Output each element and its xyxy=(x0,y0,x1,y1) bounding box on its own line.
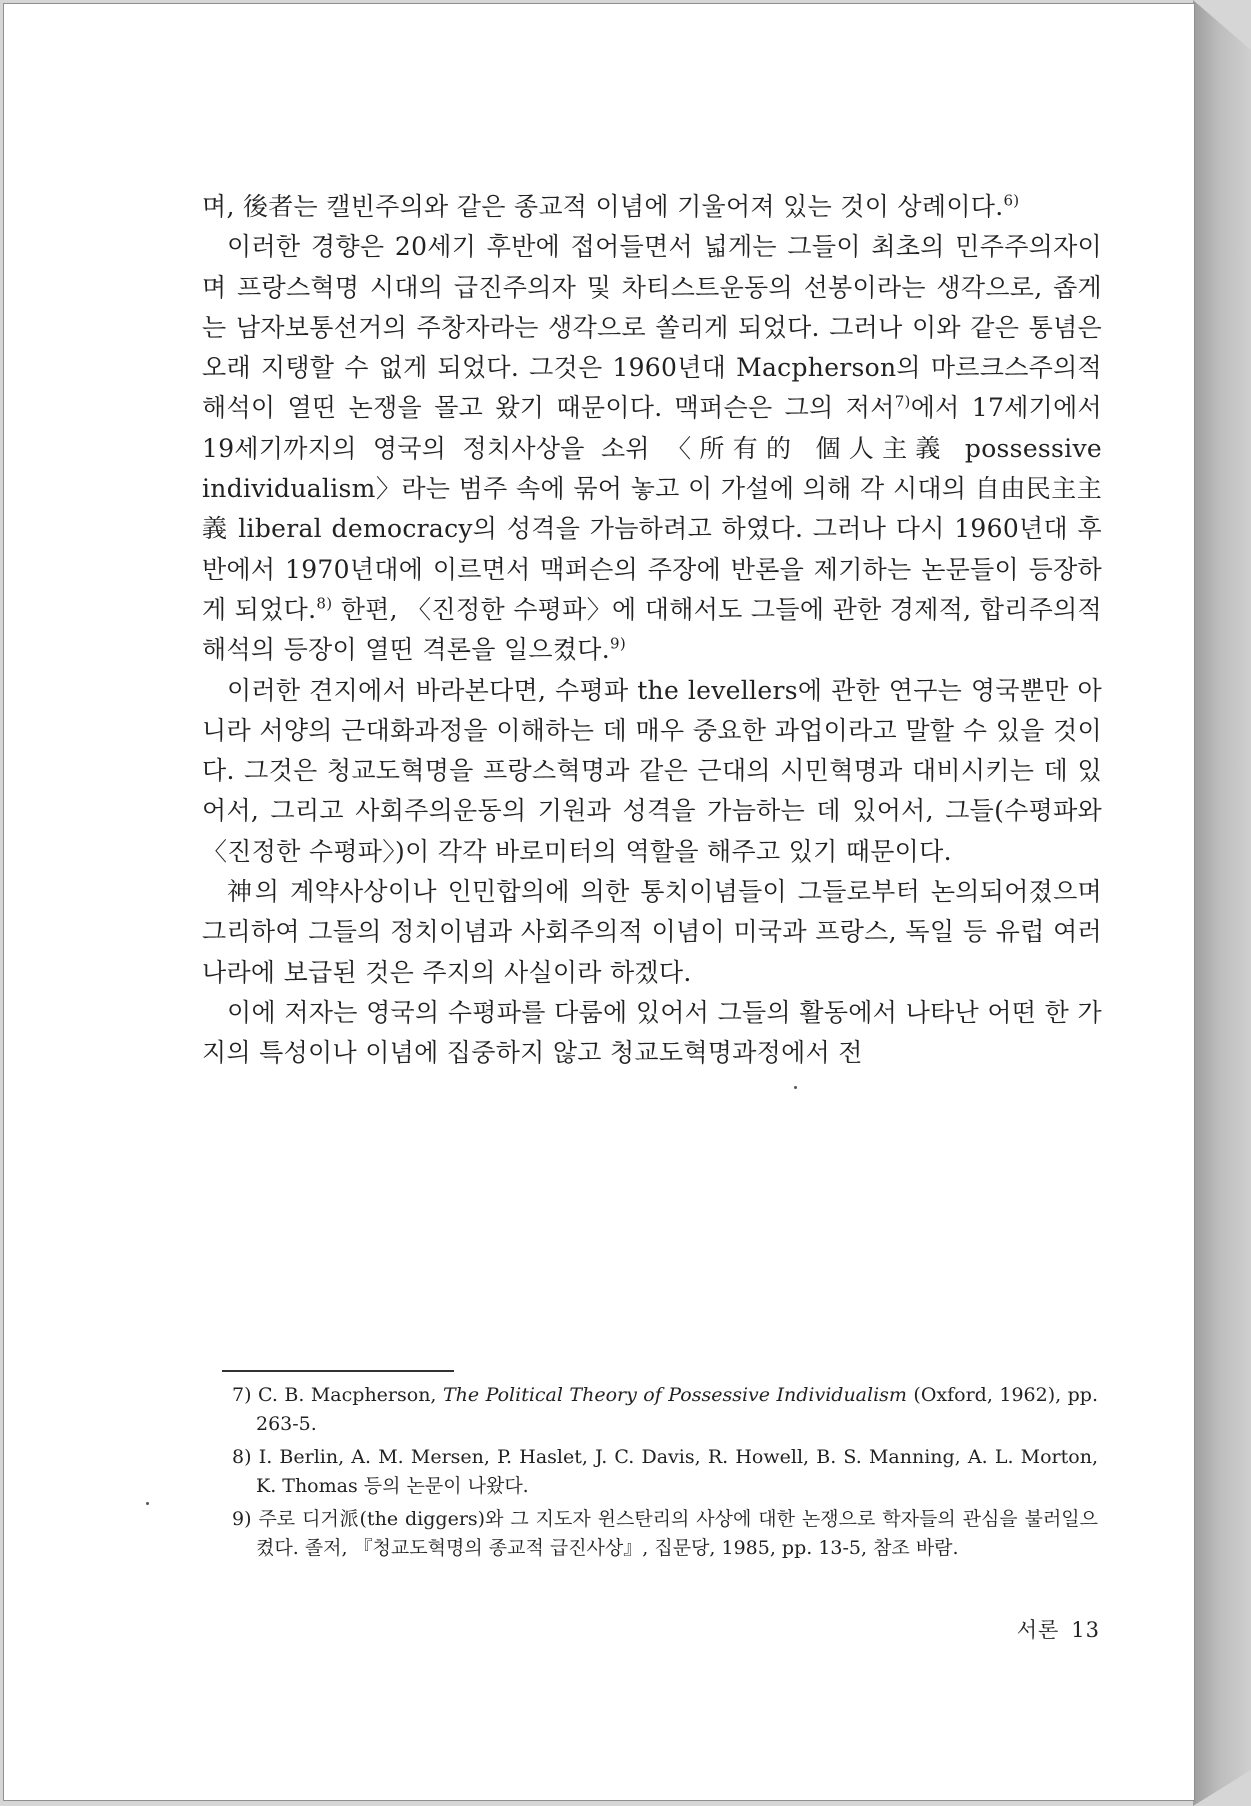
footnote-ref: 9) xyxy=(610,634,626,653)
footnote-ref: 8) xyxy=(316,594,333,613)
paragraph: 이러한 경향은 20세기 후반에 접어들면서 넓게는 그들이 최초의 민주주의자이며 프랑스혁명 시대의 급진주의자 및 차티스트운동의 선봉이라는 생각으로, 좁게는 남자보통선거의 주창자라는 생각으로 쏠리게 되었다. 그러나 이와 같은 통념은 오래 지탱할 수 없게 되었다. 그것은 1960년대 Macpherson의 마르크스주의적 해석이 열띤 논쟁을 몰고 왔기 때문이다. 맥퍼슨은 그의 저서$^{7)}$에서 17세기에서 19세기까지의 영국의 정치사상을 소위 〈所有的 個人主義 possessive individualism〉라는 범주 속에 묶어 놓고 이 가설에 의해 각 시대의 自由民主主義 liberal democracy의 성격을 가늠하려고 하였다. 그러나 다시 1960년대 후반에서 1970년대에 이르면서 맥퍼슨의 주장에 반론을 제기하는 논문들이 등장하게 되었다.$^{8)}$ 한편, 〈진정한 수평파〉에 대해서도 그들에 관한 경제적, 합리주의적 해석의 등장이 열띤 격론을 일으켰다.$^{9)}$ xyxy=(202,232,1103,665)
scan-speck xyxy=(794,1086,797,1089)
body-text xyxy=(202,187,1102,1074)
page-edge-shadow xyxy=(1193,0,1251,1806)
section-title: 서론 xyxy=(1016,1618,1060,1642)
footnote-ref: 7) xyxy=(894,393,911,412)
scan-speck xyxy=(146,1502,149,1505)
paragraph: 神의 계약사상이나 인민합의에 의한 통치이념들이 그들로부터 논의되어졌으며 그리하여 그들의 정치이념과 사회주의적 이념이 미국과 프랑스, 독일 등 유럽 여러 나라에 보급된 것은 주지의 사실이라 하겠다. xyxy=(202,877,1102,987)
page-number: 13 xyxy=(1071,1618,1100,1642)
footnote: 7) C. B. Macpherson, The Political Theory of Possessive Individualism (Oxford, 1962), pp. 263-5. xyxy=(232,1384,1098,1435)
footnote: 9) 주로 디거派(the diggers)와 그 지도자 윈스탄리의 사상에 대한 논쟁으로 학자들의 관심을 불러일으켰다. 졸저, 『청교도혁명의 종교적 급진사상』, 집문당, 1985, pp. 13-5, 참조 바람. xyxy=(232,1508,1098,1559)
footnotes xyxy=(232,1381,1098,1567)
footnote-ref: 6) xyxy=(1003,191,1020,210)
paragraph: 이에 저자는 영국의 수평파를 다룸에 있어서 그들의 활동에서 나타난 어떤 한 가지의 특성이나 이념에 집중하지 않고 청교도혁명과정에서 전 xyxy=(202,997,1102,1068)
paragraph: 이러한 견지에서 바라본다면, 수평파 the levellers에 관한 연구는 영국뿐만 아니라 서양의 근대화과정을 이해하는 데 매우 중요한 과업이라고 말할 수 있을 것이다. 그것은 청교도혁명을 프랑스혁명과 같은 근대의 시민혁명과 대비시키는 데 있어서, 그리고 사회주의운동의 기원과 성격을 가늠하는 데 있어서, 그들(수평파와 〈진정한 수평파〉)이 각각 바로미터의 역할을 해주고 있기 때문이다. xyxy=(202,675,1102,866)
footnote-rule xyxy=(222,1370,454,1372)
footnote: 8) I. Berlin, A. M. Mersen, P. Haslet, J. C. Davis, R. Howell, B. S. Manning, A. L. Morton, K. Thomas 등의 논문이 나왔다. xyxy=(232,1446,1098,1497)
paragraph: 며, 後者는 캘빈주의와 같은 종교적 이념에 기울어져 있는 것이 상례이다.$^{6)}$ xyxy=(202,191,1020,221)
page-footer xyxy=(940,1614,1100,1644)
